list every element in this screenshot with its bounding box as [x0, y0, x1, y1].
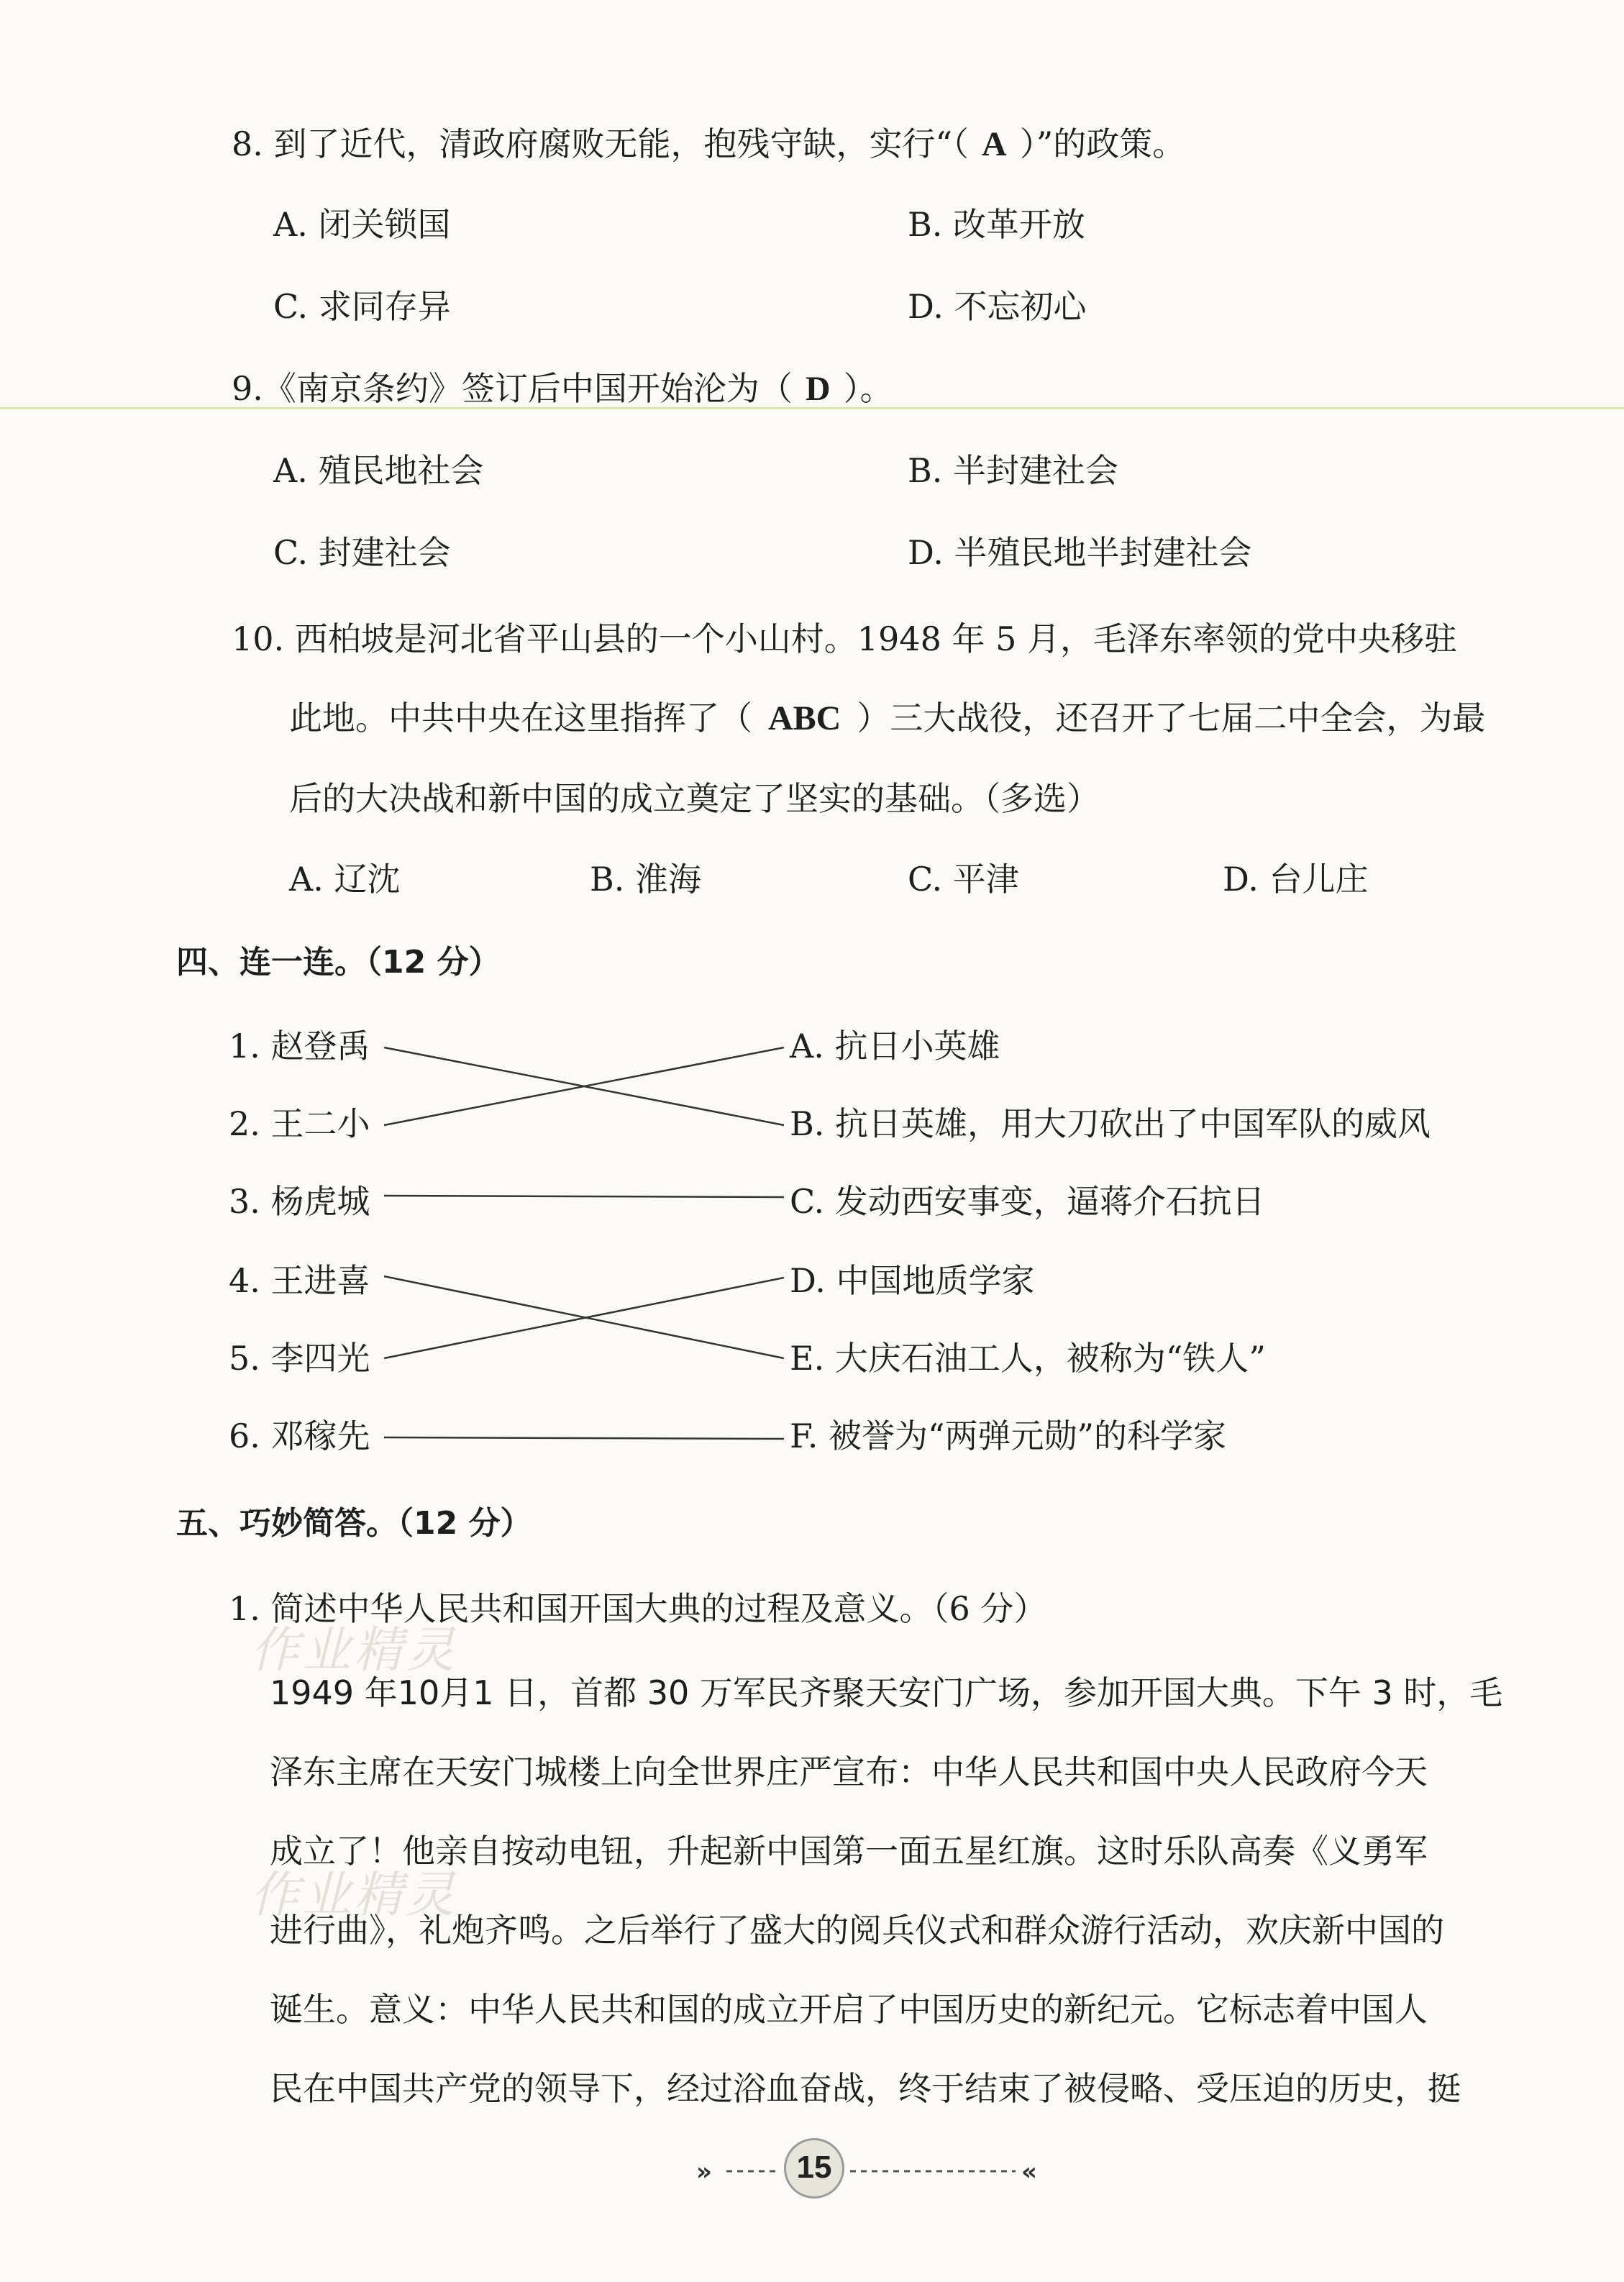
q8-option-a: A. 闭关锁国: [273, 205, 451, 244]
q8-option-c: C. 求同存异: [273, 287, 451, 326]
q10-option-d: D. 台儿庄: [1223, 860, 1369, 899]
q9-stem-text: 9.《南京条约》签订后中国开始沦为（: [232, 369, 793, 408]
q9-option-d: D. 半殖民地半封建社会: [908, 533, 1252, 572]
q9-stem-end: ）。: [843, 369, 893, 408]
answer-line: 民在中国共产党的领导下，经过浴血奋战，终于结束了被侵略、受压迫的历史，挺: [270, 2069, 1461, 2108]
q10-answer: ABC: [768, 699, 841, 737]
q9-option-b: B. 半封建社会: [908, 451, 1119, 490]
svg-text:«: «: [1021, 2158, 1037, 2186]
q9-answer: D: [805, 370, 831, 408]
match-right-b: B. 抗日英雄，用大刀砍出了中国军队的威风: [790, 1104, 1431, 1143]
answer-line: 诞生。意义：中华人民共和国的成立开启了中国历史的新纪元。它标志着中国人: [270, 1990, 1428, 2029]
answer-line: 泽东主席在天安门城楼上向全世界庄严宣布：中华人民共和国中央人民政府今天: [270, 1753, 1428, 1791]
q10-line-2-end: ）三大战役，还召开了七届二中全会，为最: [857, 699, 1486, 737]
answer-line: 1949 年10月1 日，首都 30 万军民齐聚天安门广场，参加开国大典。下午 3 时，毛: [270, 1673, 1503, 1712]
match-left-1: 1. 赵登禹: [229, 1027, 370, 1065]
q10-line-3: 后的大决战和新中国的成立奠定了坚实的基础。（多选）: [289, 779, 1100, 818]
q8-option-b: B. 改革开放: [908, 205, 1086, 244]
match-left-3: 3. 杨虎城: [229, 1182, 370, 1221]
q10-option-a: A. 辽沈: [289, 860, 401, 899]
match-right-c: C. 发动西安事变，逼蒋介石抗日: [790, 1182, 1265, 1221]
svg-text:»: »: [696, 2158, 712, 2186]
match-right-a: A. 抗日小英雄: [790, 1027, 1000, 1065]
q10-line-1: 10. 西柏坡是河北省平山县的一个小山村。1948 年 5 月，毛泽东率领的党中央移驻: [232, 619, 1457, 658]
q8-answer: A: [982, 125, 1007, 163]
q9-option-a: A. 殖民地社会: [273, 451, 484, 490]
q10-option-b: B. 淮海: [590, 860, 702, 899]
q9-option-c: C. 封建社会: [273, 533, 451, 572]
answer-line: 进行曲》，礼炮齐鸣。之后举行了盛大的阅兵仪式和群众游行活动，欢庆新中国的: [270, 1911, 1444, 1950]
q8-option-d: D. 不忘初心: [908, 287, 1087, 326]
match-left-2: 2. 王二小: [229, 1104, 370, 1143]
match-right-e: E. 大庆石油工人，被称为“铁人”: [790, 1339, 1266, 1378]
section-5-heading: 五、巧妙简答。（12 分）: [176, 1505, 532, 1542]
match-right-f: F. 被誉为“两弹元勋”的科学家: [790, 1417, 1227, 1455]
section-5-question-1: 1. 简述中华人民共和国开国大典的过程及意义。（6 分）: [229, 1589, 1047, 1628]
watermark: 作业精灵: [250, 1622, 458, 1679]
q10-line-2-text: 此地。中共中央在这里指挥了（: [289, 699, 752, 737]
match-left-6: 6. 邓稼先: [229, 1417, 370, 1455]
q10-option-c: C. 平津: [908, 860, 1019, 899]
match-left-4: 4. 王进喜: [229, 1261, 370, 1300]
section-4-heading: 四、连一连。（12 分）: [176, 944, 501, 981]
match-right-d: D. 中国地质学家: [790, 1261, 1035, 1300]
answer-line: 成立了！他亲自按动电钮，升起新中国第一面五星红旗。这时乐队高奏《义勇军: [270, 1832, 1428, 1870]
page-number: 15: [796, 2150, 832, 2185]
match-left-5: 5. 李四光: [229, 1339, 370, 1378]
q8-stem-text: 8. 到了近代，清政府腐败无能，抱残守缺，实行“（: [232, 124, 970, 163]
q8-stem-end: ）”的政策。: [1019, 124, 1186, 163]
watermark: 作业精灵: [250, 1867, 458, 1924]
